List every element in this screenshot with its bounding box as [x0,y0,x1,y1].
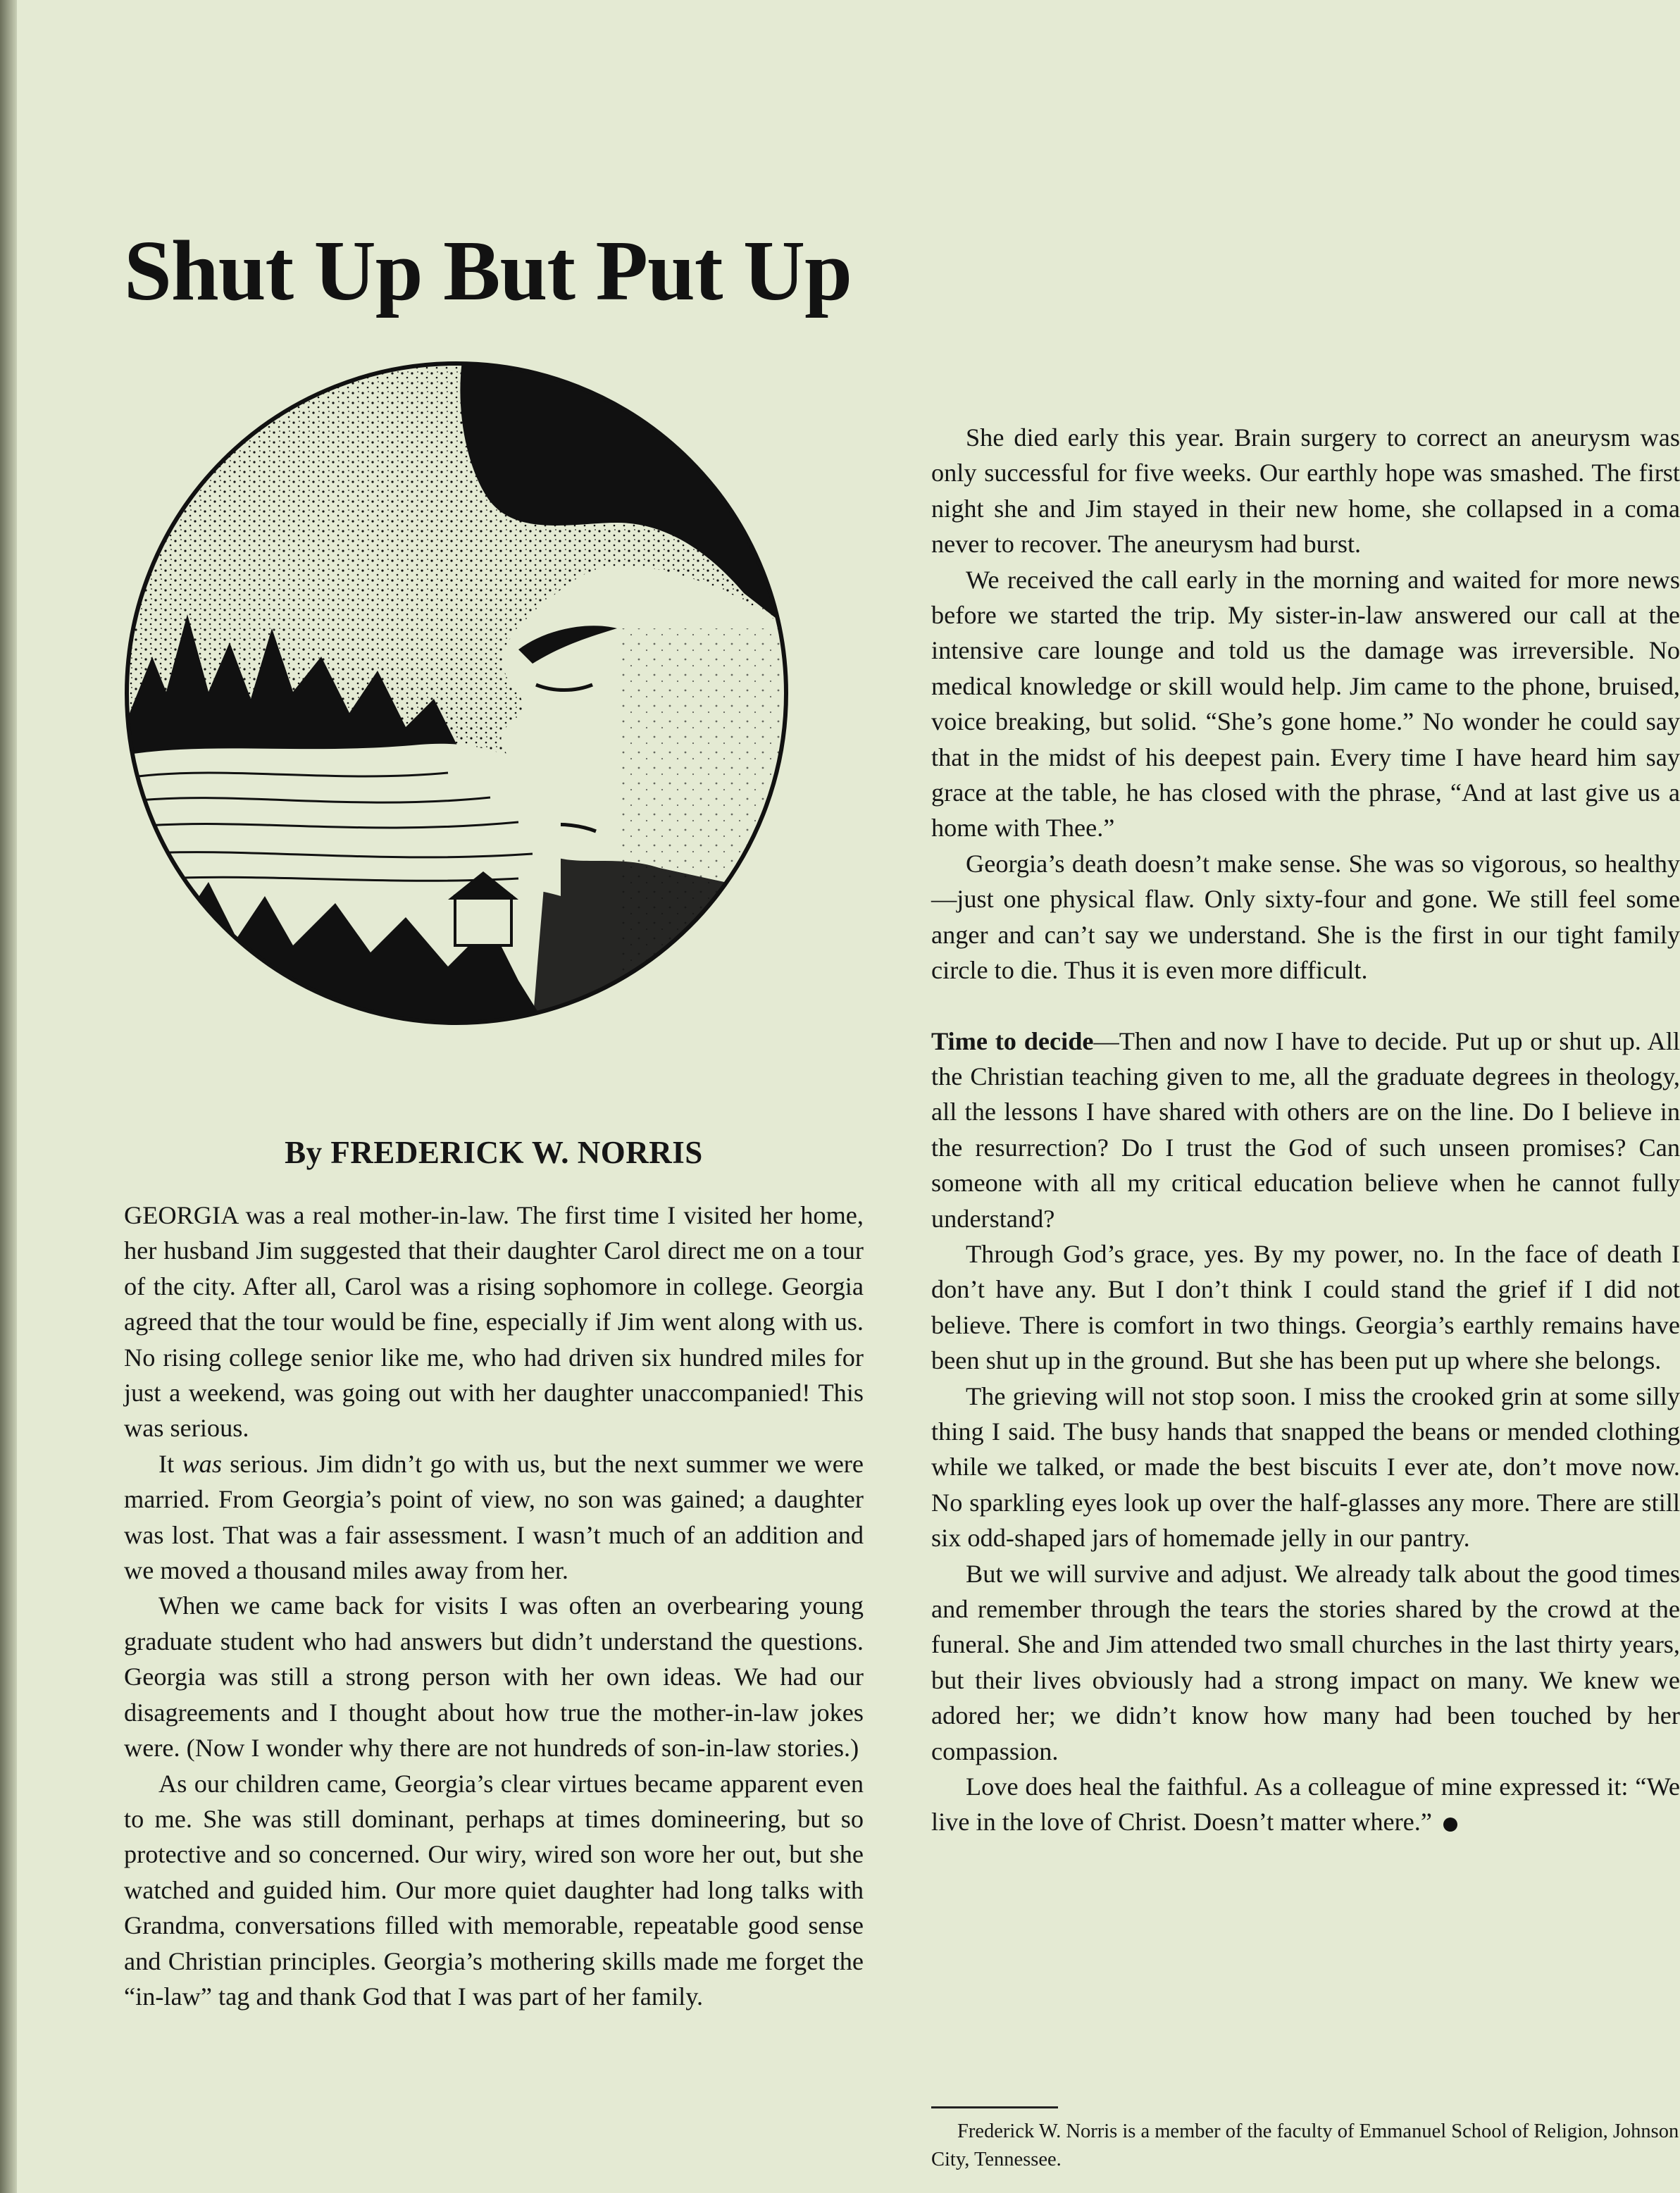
paragraph: We received the call early in the morning and waited for more news before we started the trip. My sister-in-law answered our call at the intensive care lounge and told us the damage was irreversible. No medical knowledge or skill would help. Jim came to the phone, bruised, voice breaking, but solid. “She’s gone home.” No wonder he could say that in the midst of his deepest pain. Every time I have heard him say grace at the table, he has closed with the phrase, “And at last give us a home with Thee.” [931,565,1680,843]
paragraph: She died early this year. Brain surgery to correct an aneurysm was only successful for five weeks. Our earthly hope was smashed. The first night she and Jim stayed in their new home, she collapsed in a coma never to recover. The aneurysm had burst. [931,423,1680,559]
circular-illustration [124,361,789,1026]
page-edge-shadow [0,0,17,2193]
paragraph: Time to decide—Then and now I have to decide. Put up or shut up. All the Christian teaching given to me, all the graduate degrees in theology, all the lessons I have shared with others are on the line. Do I believe in the resurrection? Do I trust the God of such unseen promises? Can someone with all my critical education believe when he cannot fully understand? [931,1026,1680,1233]
end-of-article-mark [1443,1818,1457,1832]
paragraph: Through God’s grace, yes. By my power, no. In the face of death I don’t have any. But I don’t think I could stand the grief if I did not believe. There is comfort in two things. Georgia’s earthly remains have been shut up in the ground. But she has been put up where she belongs. [931,1239,1680,1375]
paragraph: When we came back for visits I was often an overbearing young graduate student who had answers but didn’t understand the questions. Georgia was still a strong person with her own ideas. We had our disagreements and I thought about how true the mother-in-law jokes were. (Now I wonder why there are not hundreds of son-in-law stories.) [124,1591,864,1763]
paragraph: But we will survive and adjust. We already talk about the good times and remember through the tears the stories shared by the crowd at the funeral. She and Jim attended two small churches in the last thirty years, but their lives obviously had a strong impact on many. We knew we adored her; we didn’t know how many had been touched by her compassion. [931,1559,1680,1765]
paragraph: GEORGIA was a real mother-in-law. The first time I visited her home, her husband Jim suggested that their daughter Carol direct me on a tour of the city. After all, Carol was a rising sophomore in college. Georgia agreed that the tour would be fine, especially if Jim went along with us. No rising college senior like me, who had driven six hundred miles for just a weekend, was going out with her daughter unaccompanied! This was serious. [124,1201,864,1443]
left-column [124,1198,864,2014]
paragraph: The grieving will not stop soon. I miss the crooked grin at some silly thing I said. The busy hands that snapped the beans or mended clothing while we talked, or made the best biscuits I ever ate, don’t move now. No sparkling eyes look up over the half-glasses any more. There are still six odd-shaped jars of homemade jelly in our pantry. [931,1381,1680,1553]
paragraph: Love does heal the faithful. As a colleague of mine expressed it: “We live in the love of Christ. Doesn’t matter where.” [931,1772,1680,1837]
author-footnote: Frederick W. Norris is a member of the faculty of Emmanuel School of Religion, Johnson City, Tennessee. [931,2120,1679,2170]
right-column [931,420,1680,1840]
paragraph: It was serious. Jim didn’t go with us, but the next summer we were married. From Georgia’s point of view, no son was gained; a daughter was lost. That was a fair assessment. I wasn’t much of an addition and we moved a thousand miles away from her. [124,1449,864,1585]
article-title: Shut Up But Put Up [124,223,852,318]
article-byline: By FREDERICK W. NORRIS [285,1135,703,1170]
paragraph: As our children came, Georgia’s clear virtues became apparent even to me. She was still dominant, perhaps at times domineering, but so protective and so concerned. Our wiry, wired son wore her out, but she watched and guided him. Our more quiet daughter had long talks with Grandma, conversations filled with memorable, repeatable good sense and Christian principles. Georgia’s mothering skills made me forget the “in-law” tag and thank God that I was part of her family. [124,1769,864,2011]
section-subhead: Time to decide [931,1026,1094,1055]
paragraph: Georgia’s death doesn’t make sense. She was so vigorous, so healthy—just one physical flaw. Only sixty-four and gone. We still feel some anger and can’t say we understand. She is the first in our tight family circle to die. Thus it is even more difficult. [931,849,1680,985]
emphasis-text: was [182,1449,222,1478]
footnote-divider [931,2106,1058,2108]
